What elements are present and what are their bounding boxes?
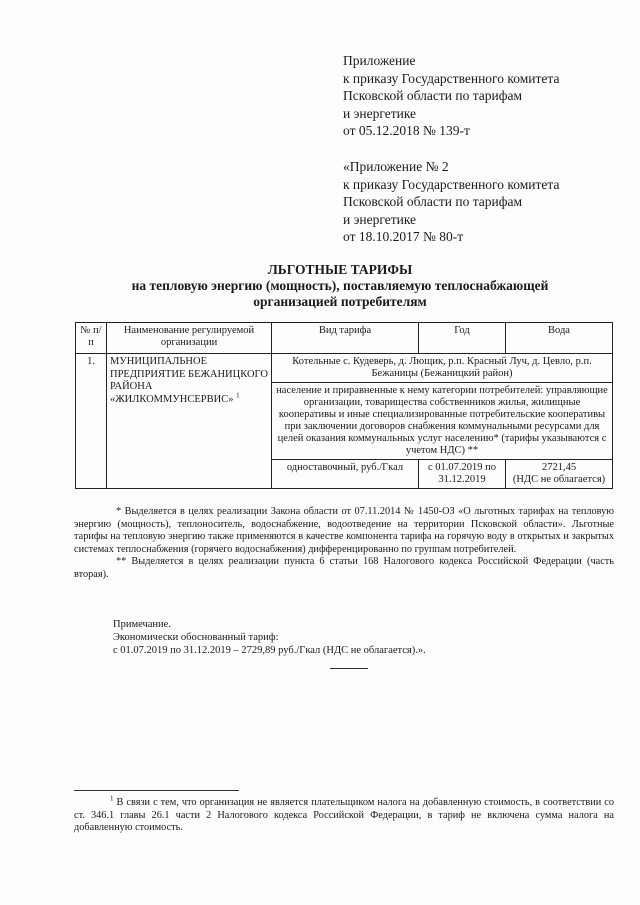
separator-dash	[330, 668, 368, 669]
footnote-mark: 1	[110, 794, 114, 803]
row-tariff-kind: одноставочный, руб./Гкал	[272, 460, 419, 489]
header-year: Год	[419, 323, 506, 354]
table-row	[76, 354, 613, 383]
appendix-line: Приложение	[343, 53, 416, 68]
appendix-line: к приказу Государственного комитета	[343, 70, 560, 86]
header-kind: Вид тарифа	[272, 323, 419, 354]
remark-block	[113, 618, 279, 644]
appendix-line: к приказу Государственного комитета	[343, 176, 560, 192]
footnote-rule	[74, 790, 239, 791]
appendix-line: от 18.10.2017 № 80-т	[343, 229, 464, 244]
tariff-table	[75, 322, 613, 489]
remark-line-2: с 01.07.2019 по 31.12.2019 – 2729,89 руб./Гкал (НДС не облагается).».	[113, 645, 426, 656]
footnote	[74, 794, 614, 835]
appendix-line: и энергетике	[343, 211, 417, 227]
document-title	[60, 262, 620, 310]
header-org: Наименование регулируемой организации	[107, 323, 272, 354]
title-line-1: ЛЬГОТНЫЕ ТАРИФЫ	[267, 262, 413, 277]
row-category: население и приравненные к нему категории потребителей: управляющие организации, товарищества собственников жилья, жилищные кооперативы и иные специализированные потребительские кооперативы при заключении договоров снабжения коммунальными ресурсами для целей оказания коммунальных услуг населению* (тарифы указываются с учетом НДС) **	[272, 383, 613, 460]
appendix-line: Псковской области по тарифам	[343, 194, 523, 209]
footnote-paragraph	[74, 794, 614, 835]
remark-line-1: Экономически обоснованный тариф:	[113, 632, 279, 643]
header-num: № п/п	[76, 323, 107, 354]
row-location: Котельные с. Кудеверь, д. Лющик, р.п. Красный Луч, д. Цевло, р.п. Бежаницы (Бежаницкий район)	[272, 354, 613, 383]
row-period: с 01.07.2019 по 31.12.2019	[419, 460, 506, 489]
appendix-line: Псковской области по тарифам	[343, 88, 523, 103]
appendix-line: «Приложение № 2	[343, 159, 449, 174]
row-vat-note: (НДС не облагается)	[512, 474, 606, 485]
note-1: * Выделяется в целях реализации Закона области от 07.11.2014 № 1450-ОЗ «О льготных тарифах на тепловую энергию (мощность), теплоноситель, водоснабжение, водоотведение на территории Псковской области». Льготные тарифы на тепловую энергию также применяются в качестве компонента тарифа на горячую воду в открытых и закрытых системах теплоснабжения (горячего водоснабжения) дифференцированно по группам потребителей.	[74, 506, 614, 555]
appendix-inner-header	[343, 158, 623, 246]
row-org: МУНИЦИПАЛЬНОЕ ПРЕДПРИЯТИЕ БЕЖАНИЦКОГО РАЙОНА «ЖИЛКОММУНСЕРВИС»	[110, 356, 268, 405]
table-header-row	[76, 323, 613, 354]
appendix-header	[343, 52, 623, 140]
row-value: 2721,45	[541, 462, 577, 473]
table-notes	[74, 506, 614, 581]
row-org-cell	[107, 354, 272, 489]
org-footnote-mark: 1	[236, 391, 240, 399]
appendix-line: и энергетике	[343, 105, 417, 121]
row-value-cell	[506, 460, 613, 489]
remark-line-2-wrap	[113, 644, 426, 657]
note-2: ** Выделяется в целях реализации пункта 6 статьи 168 Налогового кодекса Российской Федерации (часть вторая).	[74, 556, 614, 580]
remark-heading: Примечание.	[113, 619, 171, 630]
footnote-text: В связи с тем, что организация не является плательщиком налога на добавленную стоимость, в соответствии со ст. 346.1 главы 26.1 части 2 Налогового кодекса Российской Федерации, в тариф не включена сумма налога на добавленную стоимость.	[74, 797, 614, 833]
appendix-line: от 05.12.2018 № 139-т	[343, 123, 470, 138]
title-line-3: организацией потребителям	[253, 294, 427, 309]
row-num: 1.	[76, 354, 107, 489]
header-water: Вода	[506, 323, 613, 354]
title-line-2: на тепловую энергию (мощность), поставляемую теплоснабжающей	[131, 278, 549, 293]
